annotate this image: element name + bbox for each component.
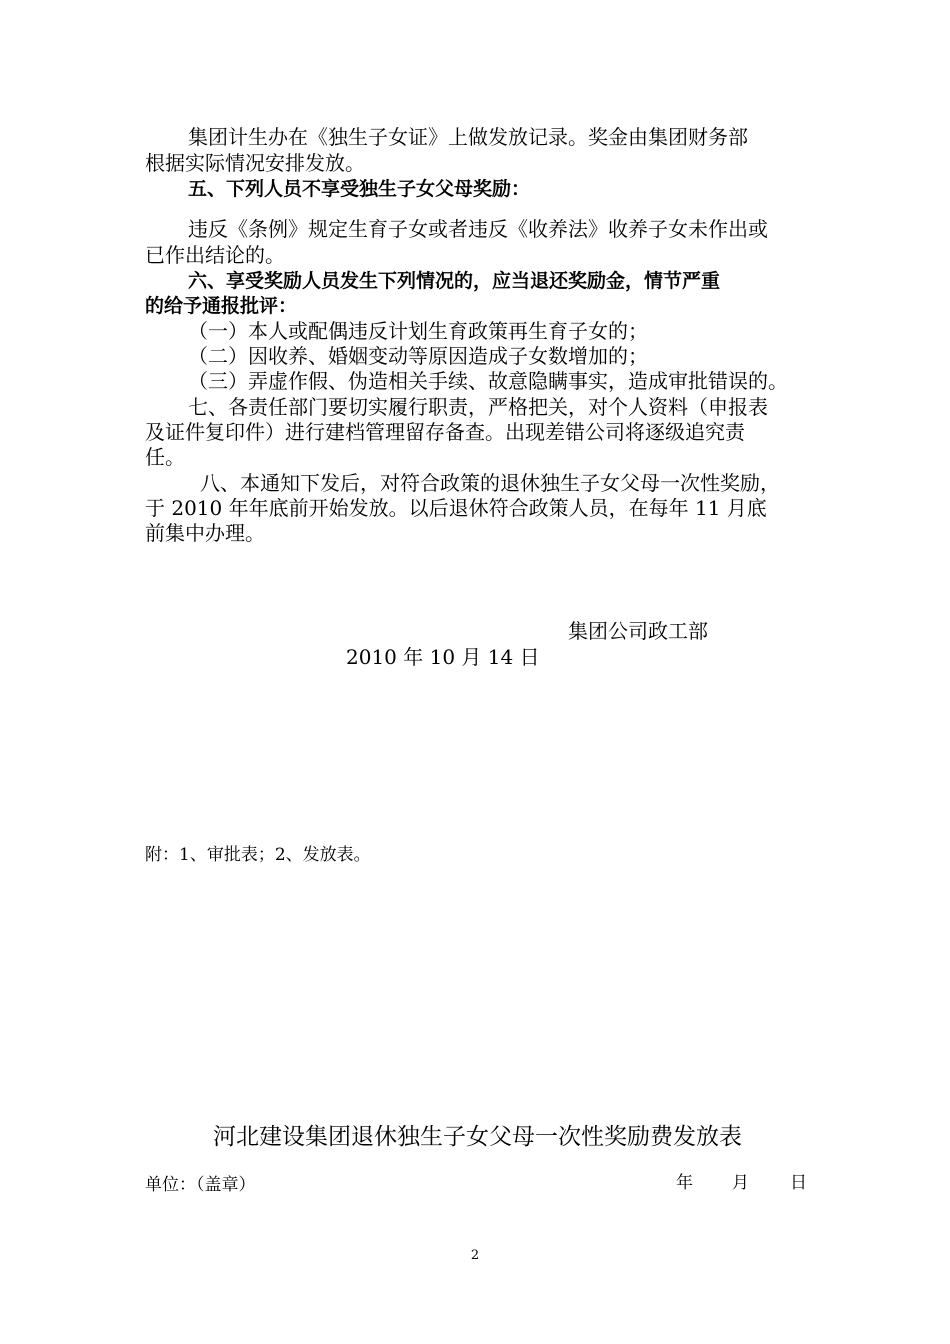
paragraph-5-line-2: 已作出结论的。 xyxy=(145,243,285,267)
attachment-note: 附：1、审批表；2、发放表。 xyxy=(145,845,371,865)
unit-label: 单位：（盖章） xyxy=(145,1175,256,1195)
list-item-1: （一）本人或配偶违反计划生育政策再生育子女的； xyxy=(188,319,648,343)
signature-org: 集团公司政工部 xyxy=(568,619,708,643)
table-title: 河北建设集团退休独生子女父母一次性奖励费发放表 xyxy=(213,1124,742,1150)
paragraph-7-line-2: 及证件复印件）进行建档管理留存备查。出现差错公司将逐级追究责 xyxy=(145,420,745,444)
paragraph-4-line-1: 集团计生办在《独生子女证》上做发放记录。奖金由集团财务部 xyxy=(188,125,748,149)
page-number: 2 xyxy=(470,1248,480,1263)
section-6-heading-line-2: 的给予通报批评： xyxy=(145,295,298,317)
paragraph-7-line-1: 七、各责任部门要切实履行职责，严格把关，对个人资料（申报表 xyxy=(188,395,768,419)
paragraph-5-line-1: 违反《条例》规定生育子女或者违反《收养法》收养子女未作出或 xyxy=(188,217,768,241)
date-year-label: 年 xyxy=(676,1173,693,1193)
paragraph-4-line-2: 根据实际情况安排发放。 xyxy=(145,151,365,175)
section-5-heading: 五、下列人员不享受独生子女父母奖励： xyxy=(188,178,531,200)
section-6-heading-line-1: 六、享受奖励人员发生下列情况的，应当退还奖励金，情节严重 xyxy=(188,270,721,292)
list-item-3: （三）弄虚作假、伪造相关手续、故意隐瞒事实，造成审批错误的。 xyxy=(188,369,788,393)
date-day-label: 日 xyxy=(790,1173,807,1193)
signature-date: 2010 年 10 月 14 日 xyxy=(346,645,540,669)
list-item-2: （二）因收养、婚姻变动等原因造成子女数增加的； xyxy=(188,344,648,368)
date-month-label: 月 xyxy=(732,1173,749,1193)
paragraph-8-line-1: 八、本通知下发后，对符合政策的退休独生子女父母一次性奖励， xyxy=(200,471,780,495)
paragraph-8-line-2: 于 2010 年年底前开始发放。以后退休符合政策人员，在每年 11 月底 xyxy=(145,496,767,520)
paragraph-8-line-3: 前集中办理。 xyxy=(145,521,265,545)
paragraph-7-line-3: 任。 xyxy=(145,445,185,469)
